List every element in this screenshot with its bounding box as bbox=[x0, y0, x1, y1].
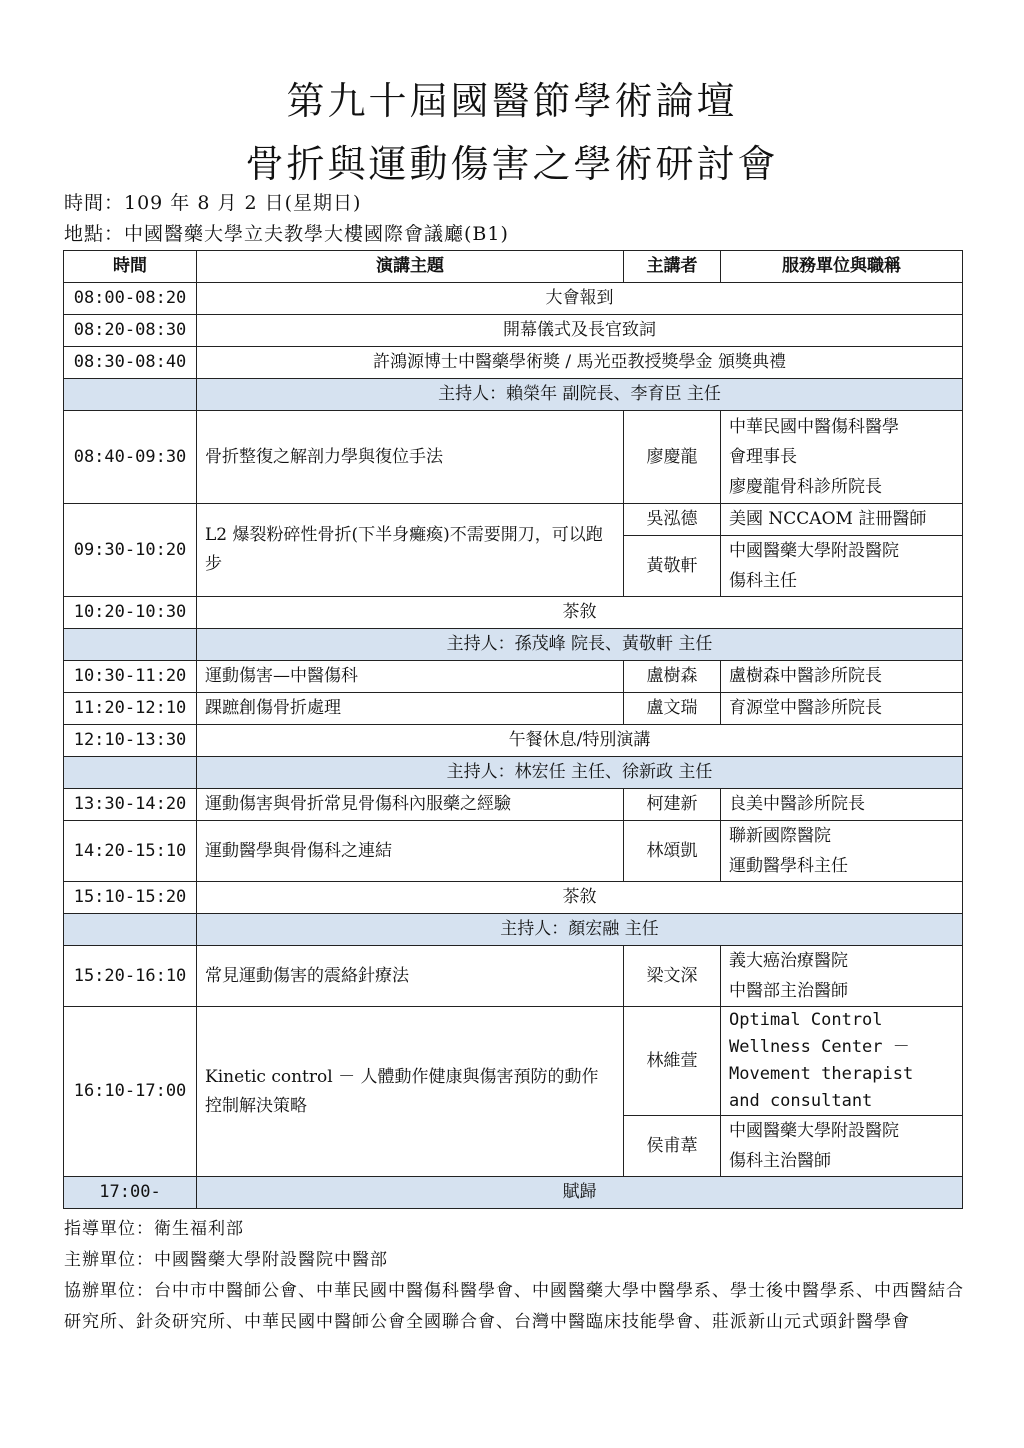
table-row bbox=[64, 821, 963, 882]
row-topic: Kinetic control － 人體動作健康與傷害預防的動作控制解決策略 bbox=[197, 1007, 624, 1177]
table-row bbox=[64, 1007, 963, 1116]
row-speaker: 廖慶龍 bbox=[624, 411, 721, 504]
moderator-text: 主持人：賴榮年 副院長、李育臣 主任 bbox=[197, 379, 963, 411]
aff-line: 運動醫學科主任 bbox=[729, 856, 848, 876]
row-event: 茶敘 bbox=[197, 597, 963, 629]
aff-line: and consultant bbox=[729, 1091, 873, 1111]
table-row bbox=[64, 882, 963, 914]
header-topic: 演講主題 bbox=[197, 251, 624, 283]
row-affiliation bbox=[721, 1116, 963, 1177]
moderator-time-empty bbox=[64, 757, 197, 789]
row-speaker: 梁文深 bbox=[624, 946, 721, 1007]
moderator-row bbox=[64, 379, 963, 411]
footer-co-organizers: 協辦單位：台中市中醫師公會、中華民國中醫傷科醫學會、中國醫藥大學中醫學系、學士後中醫學系、中西醫結合研究所、針灸研究所、中華民國中醫師公會全國聯合會、台灣中醫臨床技能學會、莊派新山元式頭針醫學會 bbox=[64, 1281, 964, 1332]
moderator-text: 主持人：林宏任 主任、徐新政 主任 bbox=[197, 757, 963, 789]
row-topic: 運動傷害與骨折常見骨傷科內服藥之經驗 bbox=[197, 789, 624, 821]
row-affiliation bbox=[721, 411, 963, 504]
row-time: 15:10-15:20 bbox=[64, 882, 197, 914]
row-affiliation bbox=[721, 821, 963, 882]
row-topic: 運動傷害—中醫傷科 bbox=[197, 661, 624, 693]
row-time: 16:10-17:00 bbox=[64, 1007, 197, 1177]
row-event: 茶敘 bbox=[197, 882, 963, 914]
row-time: 10:20-10:30 bbox=[64, 597, 197, 629]
moderator-time-empty bbox=[64, 914, 197, 946]
row-topic: 踝蹠創傷骨折處理 bbox=[197, 693, 624, 725]
table-row bbox=[64, 789, 963, 821]
row-event: 許鴻源博士中醫藥學術獎 / 馬光亞教授獎學金 頒獎典禮 bbox=[197, 347, 963, 379]
row-affiliation: 美國 NCCAOM 註冊醫師 bbox=[721, 504, 963, 536]
row-speaker: 林維萱 bbox=[624, 1007, 721, 1116]
moderator-row bbox=[64, 914, 963, 946]
aff-line: 中國醫藥大學附設醫院 bbox=[729, 541, 899, 561]
table-row bbox=[64, 411, 963, 504]
page-subtitle: 骨折與運動傷害之學術研討會 bbox=[245, 142, 779, 186]
moderator-text: 主持人：顏宏融 主任 bbox=[197, 914, 963, 946]
aff-line: 傷科主任 bbox=[729, 571, 797, 591]
row-time: 14:20-15:10 bbox=[64, 821, 197, 882]
footer-organizer: 主辦單位：中國醫藥大學附設醫院中醫部 bbox=[64, 1250, 388, 1270]
page-title: 第九十屆國醫節學術論壇 bbox=[286, 79, 738, 123]
table-row bbox=[64, 946, 963, 1007]
row-event: 賦歸 bbox=[197, 1177, 963, 1209]
row-topic: 運動醫學與骨傷科之連結 bbox=[197, 821, 624, 882]
row-time: 09:30-10:20 bbox=[64, 504, 197, 597]
table-row bbox=[64, 693, 963, 725]
table-row bbox=[64, 725, 963, 757]
row-time: 15:20-16:10 bbox=[64, 946, 197, 1007]
row-speaker: 黃敬軒 bbox=[624, 536, 721, 597]
aff-line: 廖慶龍骨科診所院長 bbox=[729, 477, 882, 497]
header-speaker: 主講者 bbox=[624, 251, 721, 283]
aff-line: 中醫部主治醫師 bbox=[729, 981, 848, 1001]
row-speaker: 林頌凱 bbox=[624, 821, 721, 882]
row-time: 13:30-14:20 bbox=[64, 789, 197, 821]
row-affiliation bbox=[721, 946, 963, 1007]
table-header-row bbox=[64, 251, 963, 283]
table-row bbox=[64, 597, 963, 629]
row-topic: 常見運動傷害的震絡針療法 bbox=[197, 946, 624, 1007]
row-time: 11:20-12:10 bbox=[64, 693, 197, 725]
row-time: 08:00-08:20 bbox=[64, 283, 197, 315]
row-affiliation: 良美中醫診所院長 bbox=[721, 789, 963, 821]
row-affiliation bbox=[721, 536, 963, 597]
row-speaker: 侯甫葦 bbox=[624, 1116, 721, 1177]
aff-line: 中國醫藥大學附設醫院 bbox=[729, 1121, 899, 1141]
row-topic: 骨折整復之解剖力學與復位手法 bbox=[197, 411, 624, 504]
aff-line: 中華民國中醫傷科醫學 bbox=[729, 417, 899, 437]
aff-line: Movement therapist bbox=[729, 1064, 914, 1084]
table-row bbox=[64, 504, 963, 536]
moderator-row bbox=[64, 757, 963, 789]
row-speaker: 盧樹森 bbox=[624, 661, 721, 693]
schedule-table bbox=[63, 250, 963, 1209]
table-row bbox=[64, 283, 963, 315]
row-time: 08:30-08:40 bbox=[64, 347, 197, 379]
aff-line: 義大癌治療醫院 bbox=[729, 951, 848, 971]
row-time: 10:30-11:20 bbox=[64, 661, 197, 693]
row-topic: L2 爆裂粉碎性骨折(下半身癱瘓)不需要開刀，可以跑步 bbox=[197, 504, 624, 597]
row-time: 08:40-09:30 bbox=[64, 411, 197, 504]
row-affiliation bbox=[721, 1007, 963, 1116]
row-time: 08:20-08:30 bbox=[64, 315, 197, 347]
footer-guidance: 指導單位：衛生福利部 bbox=[64, 1219, 244, 1239]
table-row bbox=[64, 347, 963, 379]
table-row bbox=[64, 1177, 963, 1209]
row-time: 12:10-13:30 bbox=[64, 725, 197, 757]
header-affiliation: 服務單位與職稱 bbox=[721, 251, 963, 283]
row-affiliation: 盧樹森中醫診所院長 bbox=[721, 661, 963, 693]
row-time: 17:00- bbox=[64, 1177, 197, 1209]
aff-line: 傷科主治醫師 bbox=[729, 1151, 831, 1171]
row-speaker: 吳泓德 bbox=[624, 504, 721, 536]
moderator-text: 主持人：孫茂峰 院長、黃敬軒 主任 bbox=[197, 629, 963, 661]
row-affiliation: 育源堂中醫診所院長 bbox=[721, 693, 963, 725]
header-time: 時間 bbox=[64, 251, 197, 283]
row-event: 午餐休息/特別演講 bbox=[197, 725, 963, 757]
event-place: 地點：中國醫藥大學立夫教學大樓國際會議廳(B1) bbox=[64, 223, 509, 245]
event-time: 時間：109 年 8 月 2 日(星期日) bbox=[64, 192, 362, 214]
row-speaker: 柯建新 bbox=[624, 789, 721, 821]
aff-line: Wellness Center － bbox=[729, 1037, 910, 1057]
moderator-time-empty bbox=[64, 379, 197, 411]
moderator-time-empty bbox=[64, 629, 197, 661]
moderator-row bbox=[64, 629, 963, 661]
row-event: 大會報到 bbox=[197, 283, 963, 315]
row-event: 開幕儀式及長官致詞 bbox=[197, 315, 963, 347]
table-row bbox=[64, 661, 963, 693]
table-row bbox=[64, 315, 963, 347]
row-speaker: 盧文瑞 bbox=[624, 693, 721, 725]
aff-line: Optimal Control bbox=[729, 1010, 883, 1030]
aff-line: 會理事長 bbox=[729, 447, 797, 467]
aff-line: 聯新國際醫院 bbox=[729, 826, 831, 846]
